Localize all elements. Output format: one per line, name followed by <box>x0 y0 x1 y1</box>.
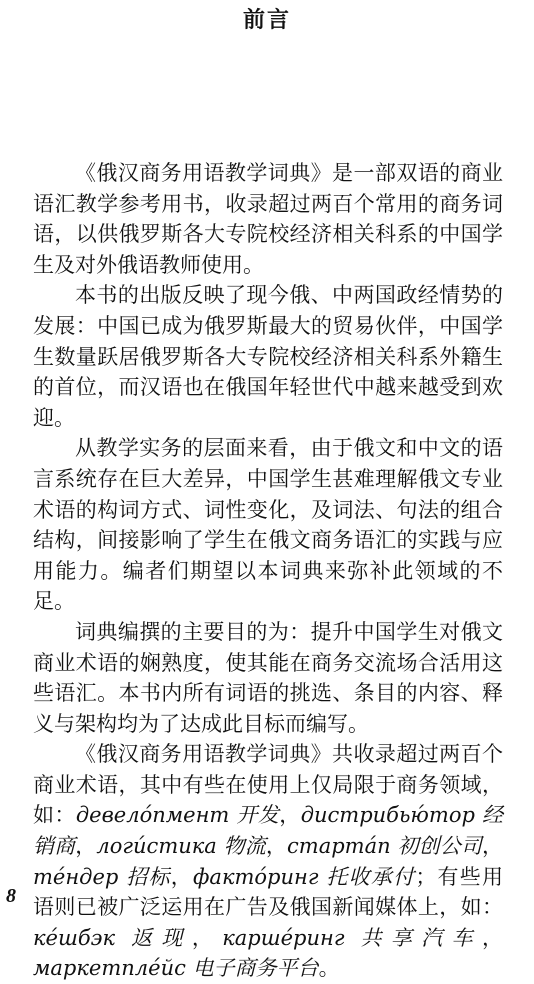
separator: ， <box>191 925 223 950</box>
example-translation: 招标 <box>126 864 171 889</box>
page-number: 8 <box>6 885 16 907</box>
example-term: маркетпле́йс <box>33 956 186 981</box>
separator: ， <box>170 864 193 889</box>
example-translation: 开发 <box>236 803 280 828</box>
preface-body <box>33 158 503 984</box>
separator: ， <box>482 925 504 950</box>
paragraph-3: 从教学实务的层面来看，由于俄文和中文的语言系统存在巨大差异，中国学生甚难理解俄文专业术语的构词方式、词性变化，及词法、句法的组合结构，间接影响了学生在俄文商务语汇的实践与应用能力。编者们期望以本词典来弥补此领域的不足。 <box>33 436 503 614</box>
paragraph-5-end: 。 <box>318 956 340 981</box>
example-translation: 返现 <box>131 925 192 950</box>
paragraph-2: 本书的出版反映了现今俄、中两国政经情势的发展：中国已成为俄罗斯最大的贸易伙伴，中国学生数量跃居俄罗斯各大专院校经济相关科系外籍生的首位，而汉语也在俄国年轻世代中越来越受到欢迎。 <box>33 283 503 430</box>
example-translation: 共享汽车 <box>360 925 483 950</box>
example-translation: 初创公司 <box>397 834 482 859</box>
example-term: те́ндер <box>33 864 119 889</box>
example-term: карше́ринг <box>222 925 345 950</box>
example-term: девело́пмент <box>75 803 230 828</box>
example-translation: 经销商 <box>33 803 503 859</box>
separator: ， <box>279 803 301 828</box>
example-term: логи́стика <box>96 834 217 859</box>
paragraph-4: 词典编撰的主要目的为：提升中国学生对俄文商业术语的娴熟度，使其能在商务交流场合活用这些语汇。本书内所有词语的挑选、条目的内容、释义与架构均为了达成此目标而编写。 <box>33 619 503 736</box>
example-term: факто́ринг <box>192 864 319 889</box>
paragraph-5 <box>33 739 503 984</box>
example-translation: 电子商务平台 <box>192 956 319 981</box>
paragraph-5-intro: 《俄汉商务用语教学词典》共收录超过两百个商业术语，其中有些在使用上仅局限于商务领域，如： <box>33 742 503 828</box>
example-translation: 托收承付 <box>326 864 416 889</box>
example-term: ке́шбэк <box>33 925 115 950</box>
page-title: 前言 <box>242 8 291 33</box>
example-term: дистрибью́тор <box>300 803 475 828</box>
separator: ， <box>482 834 503 859</box>
paragraph-5-middle: ；有些用语则已被广泛运用在广告及俄国新闻媒体上，如： <box>33 864 504 920</box>
separator: ， <box>265 834 288 859</box>
paragraph-1: 《俄汉商务用语教学词典》是一部双语的商业语汇教学参考用书，收录超过两百个常用的商务词语，以供俄罗斯各大专院校经济相关科系的中国学生及对外俄语教师使用。 <box>33 161 503 277</box>
separator: ， <box>75 834 97 859</box>
example-term: старта́п <box>287 834 391 859</box>
example-translation: 物流 <box>223 834 266 859</box>
